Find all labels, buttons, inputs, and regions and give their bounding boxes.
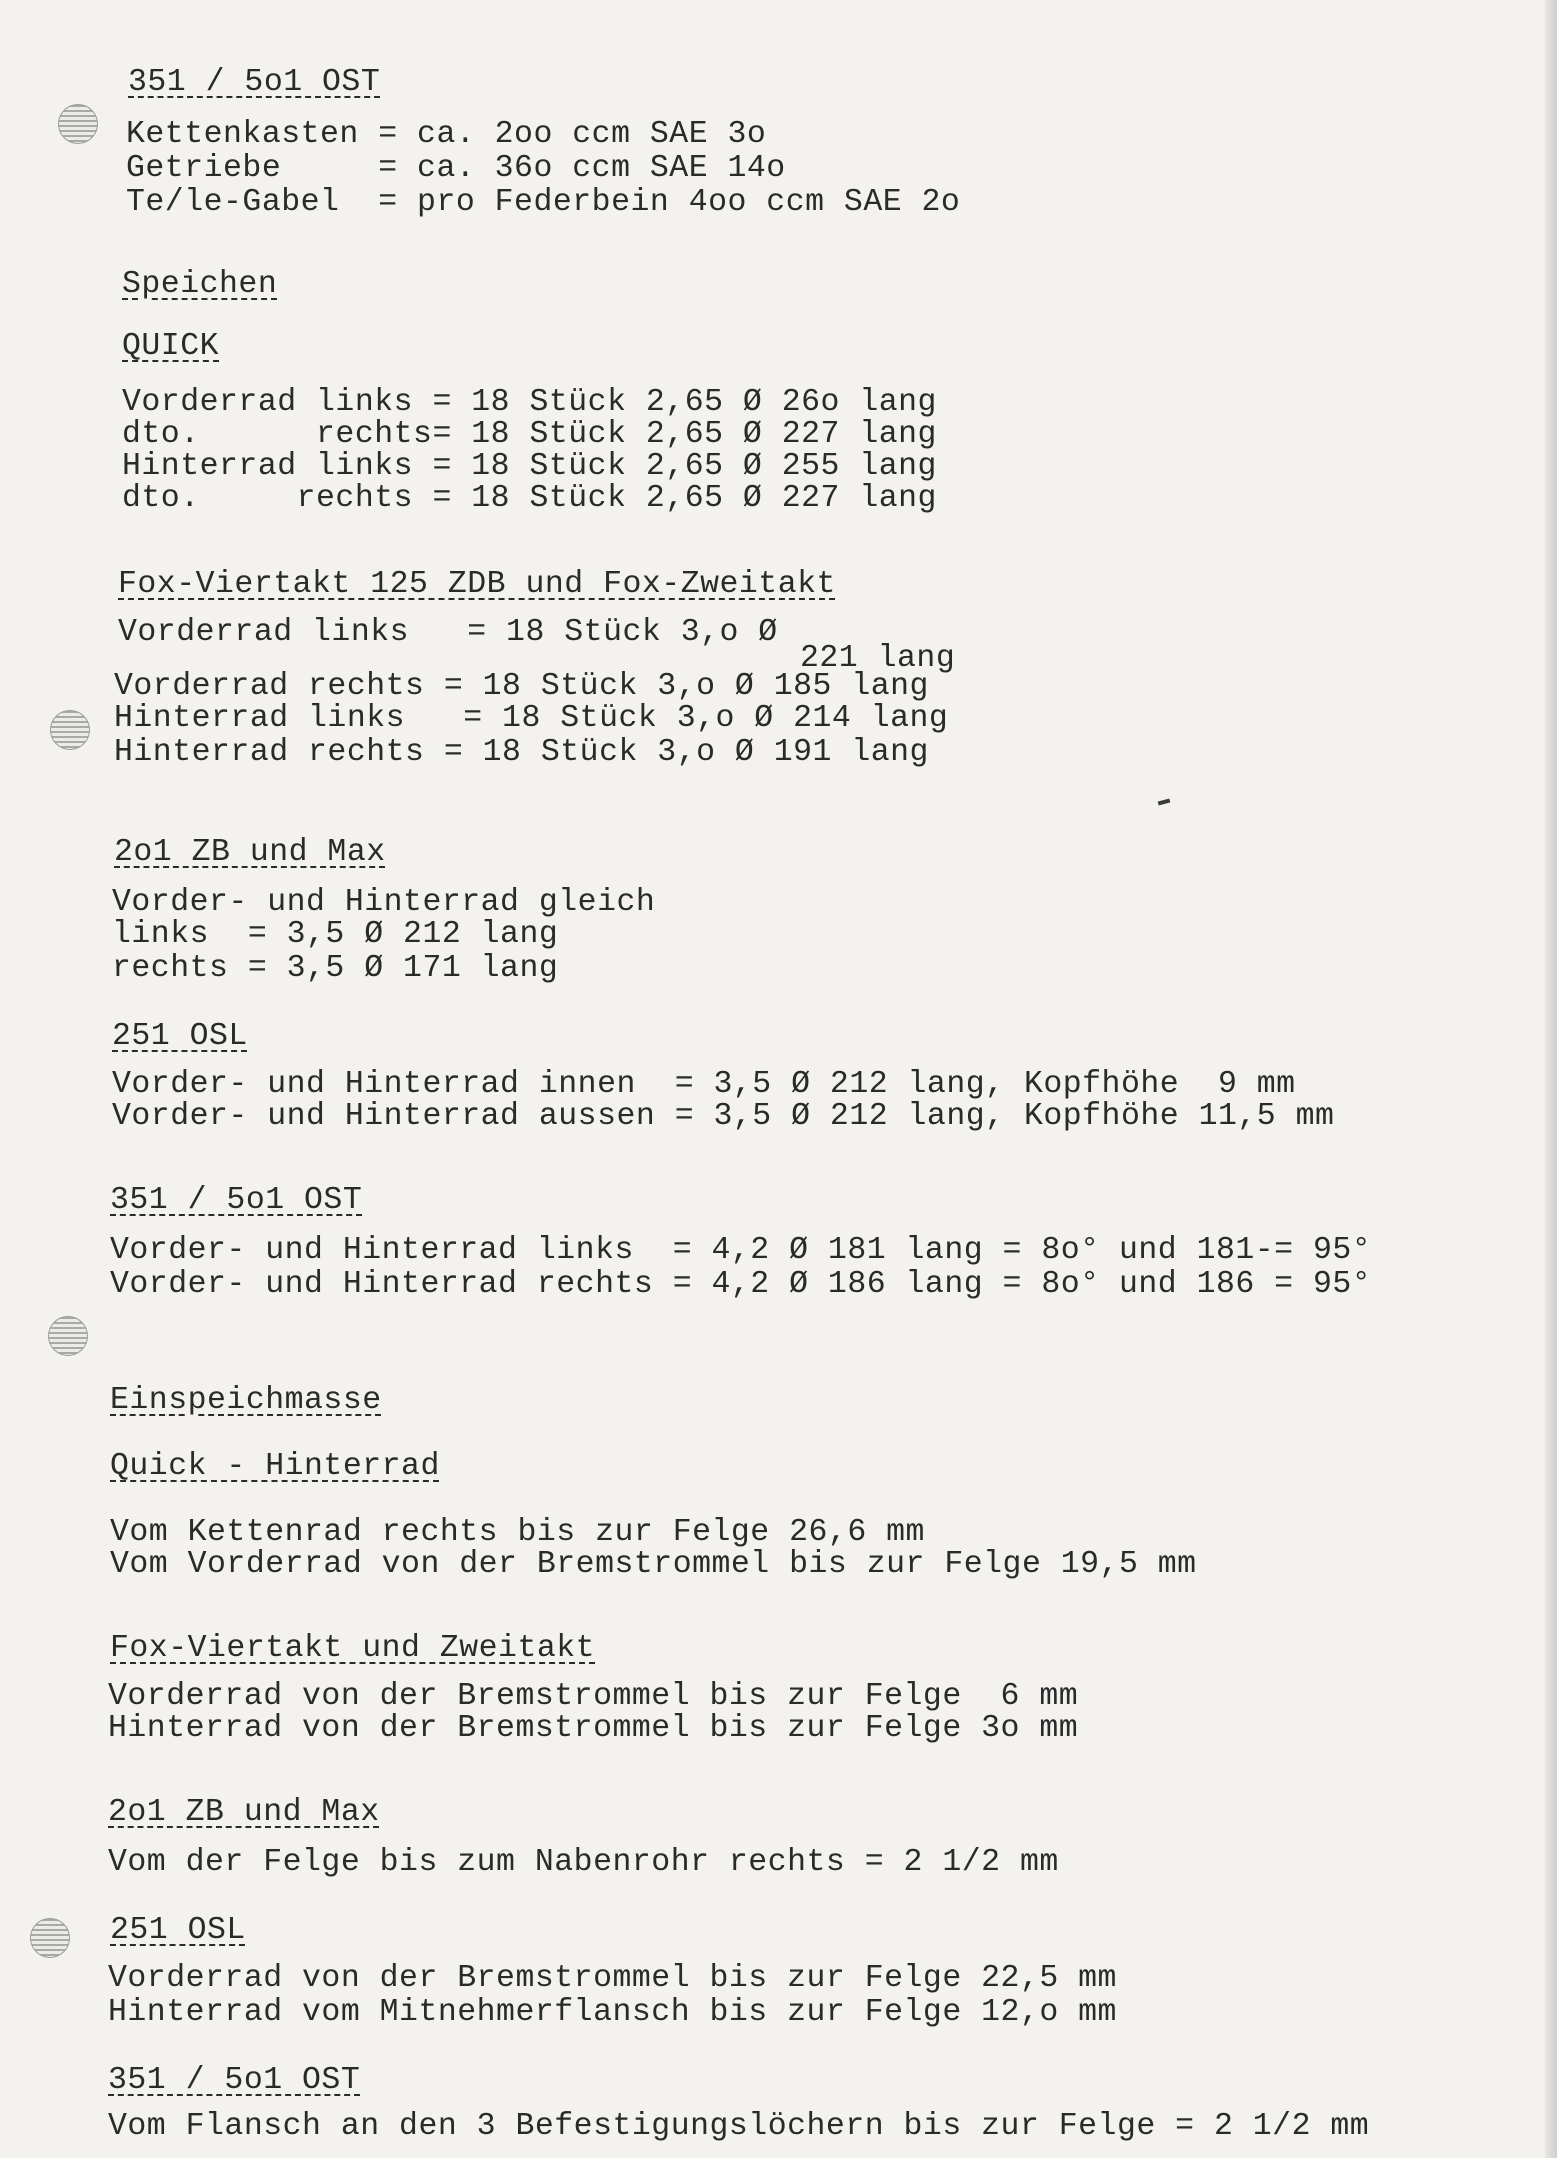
heading-zb-lacing: 2o1 ZB und Max bbox=[108, 1795, 380, 1830]
punch-hole-icon bbox=[48, 1316, 88, 1356]
text-line: Hinterrad links = 18 Stück 2,65 Ø 255 lang bbox=[122, 449, 937, 484]
ink-mark bbox=[1158, 799, 1171, 806]
text-line: Vorderrad links = 18 Stück 2,65 Ø 26o lang bbox=[122, 385, 937, 420]
text-line: dto. rechts= 18 Stück 2,65 Ø 227 lang bbox=[122, 417, 937, 452]
text-line: Hinterrad links = 18 Stück 3,o Ø 214 lang bbox=[114, 701, 949, 736]
punch-hole-icon bbox=[50, 710, 90, 750]
text-line: Vorderrad links = 18 Stück 3,o Ø bbox=[118, 615, 778, 650]
punch-hole-icon bbox=[58, 104, 98, 144]
heading-quick-rear: Quick - Hinterrad bbox=[110, 1449, 440, 1484]
text-line: Kettenkasten = ca. 2oo ccm SAE 3o bbox=[126, 117, 767, 152]
text-line: Getriebe = ca. 36o ccm SAE 14o bbox=[126, 151, 786, 186]
text-line: Vorder- und Hinterrad innen = 3,5 Ø 212 lang, Kopfhöhe 9 mm bbox=[112, 1067, 1296, 1102]
heading-ost-spokes: 351 / 5o1 OST bbox=[110, 1183, 363, 1218]
text-line: Te/le-Gabel = pro Federbein 4oo ccm SAE 2o bbox=[126, 185, 961, 220]
text-line: rechts = 3,5 Ø 171 lang bbox=[112, 951, 559, 986]
text-line: Vorder- und Hinterrad aussen = 3,5 Ø 212 lang, Kopfhöhe 11,5 mm bbox=[112, 1099, 1335, 1134]
text-line: Vorder- und Hinterrad links = 4,2 Ø 181 lang = 8o° und 181-= 95° bbox=[110, 1233, 1372, 1268]
heading-fox-spokes: Fox-Viertakt 125 ZDB und Fox-Zweitakt bbox=[118, 567, 836, 602]
page-edge-shadow bbox=[1545, 0, 1557, 2158]
text-line: Vorderrad von der Bremstrommel bis zur Felge 6 mm bbox=[108, 1679, 1079, 1714]
text-line: links = 3,5 Ø 212 lang bbox=[112, 917, 559, 952]
heading-quick: QUICK bbox=[122, 329, 220, 364]
text-line: Vorderrad von der Bremstrommel bis zur Felge 22,5 mm bbox=[108, 1961, 1117, 1996]
text-line: Vom Flansch an den 3 Befestigungslöchern bis zur Felge = 2 1/2 mm bbox=[108, 2109, 1370, 2144]
heading-fox-lacing: Fox-Viertakt und Zweitakt bbox=[110, 1631, 596, 1666]
text-line: dto. rechts = 18 Stück 2,65 Ø 227 lang bbox=[122, 481, 937, 516]
text-line: Hinterrad vom Mitnehmerflansch bis zur Felge 12,o mm bbox=[108, 1995, 1117, 2030]
text-line: Vom Vorderrad von der Bremstrommel bis zur Felge 19,5 mm bbox=[110, 1547, 1197, 1582]
heading-osl-spokes: 251 OSL bbox=[112, 1019, 248, 1054]
text-line: Vorder- und Hinterrad rechts = 4,2 Ø 186 lang = 8o° und 186 = 95° bbox=[110, 1267, 1372, 1302]
heading-spokes: Speichen bbox=[122, 267, 278, 302]
heading-oil: 351 / 5o1 OST bbox=[128, 65, 381, 100]
text-line: Hinterrad von der Bremstrommel bis zur Felge 3o mm bbox=[108, 1711, 1079, 1746]
text-line: Vorder- und Hinterrad gleich bbox=[112, 885, 656, 920]
punch-hole-icon bbox=[30, 1918, 70, 1958]
heading-zb-spokes: 2o1 ZB und Max bbox=[114, 835, 386, 870]
text-line: 221 lang bbox=[800, 641, 956, 676]
text-line: Hinterrad rechts = 18 Stück 3,o Ø 191 lang bbox=[114, 735, 929, 770]
text-line: Vom der Felge bis zum Nabenrohr rechts = 2 1/2 mm bbox=[108, 1845, 1059, 1880]
heading-osl-lacing: 251 OSL bbox=[110, 1913, 246, 1948]
heading-lacing: Einspeichmasse bbox=[110, 1383, 382, 1418]
text-line: Vom Kettenrad rechts bis zur Felge 26,6 mm bbox=[110, 1515, 925, 1550]
heading-ost-lacing: 351 / 5o1 OST bbox=[108, 2063, 361, 2098]
text-line: Vorderrad rechts = 18 Stück 3,o Ø 185 lang bbox=[114, 669, 929, 704]
